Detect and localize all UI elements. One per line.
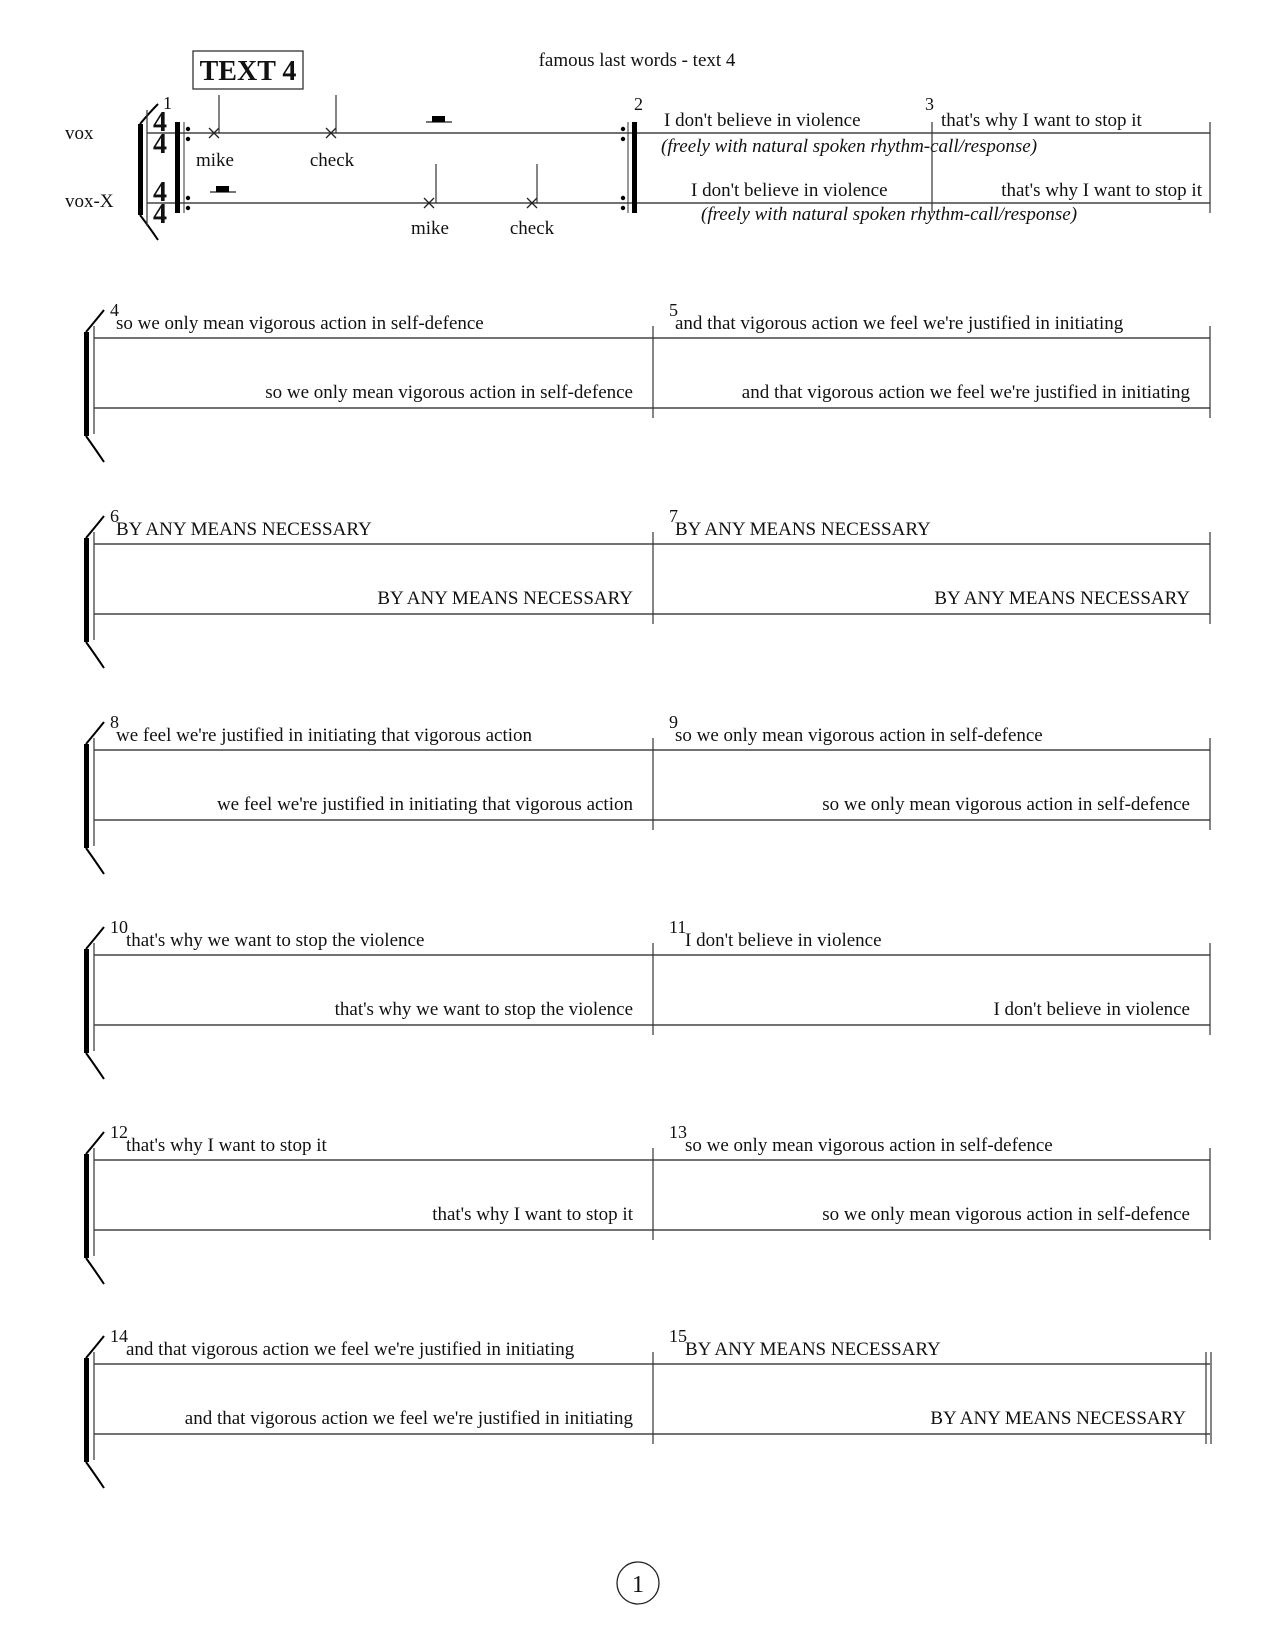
lyric-vox-x: so we only mean vigorous action in self-defence	[822, 794, 1190, 815]
x-notehead-icon	[209, 95, 219, 138]
svg-text:4: 4	[153, 199, 167, 230]
lyric-vox: that's why I want to stop it	[126, 1135, 327, 1156]
lyric-vox-x: BY ANY MEANS NECESSARY	[934, 588, 1190, 609]
repeat-start-icon	[175, 122, 190, 213]
lyric-voxx-check: check	[509, 218, 555, 239]
half-rest-icon	[210, 186, 236, 192]
lyric-vox-x: I don't believe in violence	[993, 999, 1190, 1020]
lyric-vox-x: that's why I want to stop it	[1001, 180, 1202, 201]
part-label-vox-x: vox-X	[65, 191, 114, 212]
system-3	[84, 506, 1210, 668]
measure-number: 9	[669, 712, 678, 732]
page-number: 1	[632, 1572, 644, 1598]
svg-text:4: 4	[153, 129, 167, 160]
lyric-vox: so we only mean vigorous action in self-defence	[685, 1135, 1053, 1156]
measure-number: 12	[110, 1122, 128, 1142]
measure-number: 8	[110, 712, 119, 732]
lyric-vox-x: so we only mean vigorous action in self-defence	[822, 1204, 1190, 1225]
lyric-vox-x: BY ANY MEANS NECESSARY	[377, 588, 633, 609]
lyric-vox-x: BY ANY MEANS NECESSARY	[930, 1408, 1186, 1429]
system-1	[65, 93, 1210, 240]
lyric-vox: BY ANY MEANS NECESSARY	[685, 1339, 941, 1360]
lyric-vox: and that vigorous action we feel we're justified in initiating	[675, 313, 1124, 334]
rehearsal-mark: TEXT 4	[199, 56, 297, 87]
measure-number: 13	[669, 1122, 687, 1142]
lyric-vox: BY ANY MEANS NECESSARY	[116, 519, 372, 540]
system-5	[84, 917, 1210, 1079]
measure-number: 3	[925, 94, 934, 114]
measure-number: 7	[669, 506, 678, 526]
lyric-vox-x: so we only mean vigorous action in self-defence	[265, 382, 633, 403]
system-7	[84, 1326, 1211, 1488]
measure-number: 14	[110, 1326, 128, 1346]
svg-text:4: 4	[153, 177, 167, 208]
time-signature-vox	[153, 107, 167, 160]
lyric-vox-check: check	[309, 150, 355, 171]
lyric-vox: so we only mean vigorous action in self-defence	[116, 313, 484, 334]
page-title: famous last words - text 4	[538, 50, 736, 71]
lyric-vox: BY ANY MEANS NECESSARY	[675, 519, 931, 540]
x-notehead-icon	[426, 164, 537, 208]
lyric-vox: we feel we're justified in initiating that vigorous action	[116, 725, 533, 746]
half-rest-icon	[426, 116, 452, 122]
measure-number: 5	[669, 300, 678, 320]
lyric-vox: and that vigorous action we feel we're justified in initiating	[126, 1339, 575, 1360]
lyric-vox: that's why I want to stop it	[941, 110, 1142, 131]
time-signature-vox-x	[153, 177, 167, 230]
lyric-vox: I don't believe in violence	[664, 110, 861, 131]
lyric-vox-mike: mike	[196, 150, 234, 171]
systems	[84, 300, 1211, 1488]
measure-number: 10	[110, 917, 128, 937]
part-label-vox: vox	[65, 123, 94, 144]
measure-number: 11	[669, 917, 687, 937]
lyric-vox-x: we feel we're justified in initiating that vigorous action	[216, 794, 633, 815]
x-notehead-icon	[424, 164, 436, 208]
x-notehead-icon	[326, 95, 336, 138]
measure-number: 6	[110, 506, 119, 526]
lyric-vox-x: and that vigorous action we feel we're justified in initiating	[184, 1408, 633, 1429]
lyric-vox: that's why we want to stop the violence	[126, 930, 425, 951]
lyric-vox-x: I don't believe in violence	[691, 180, 888, 201]
system-2	[84, 300, 1210, 462]
lyric-vox-x: that's why we want to stop the violence	[334, 999, 633, 1020]
measure-number: 1	[163, 93, 172, 113]
lyric-vox: I don't believe in violence	[685, 930, 882, 951]
lyric-vox-x: that's why I want to stop it	[432, 1204, 633, 1225]
lyric-vox-x: and that vigorous action we feel we're justified in initiating	[741, 382, 1190, 403]
performance-direction-vox-x: (freely with natural spoken rhythm-call/response)	[701, 204, 1078, 225]
lyric-vox: so we only mean vigorous action in self-defence	[675, 725, 1043, 746]
measure-number: 4	[110, 300, 119, 320]
measure-number: 15	[669, 1326, 687, 1346]
svg-text:4: 4	[153, 107, 167, 138]
measure-number: 2	[634, 94, 643, 114]
system-4	[84, 712, 1210, 874]
system-6	[84, 1122, 1210, 1284]
performance-direction-vox: (freely with natural spoken rhythm-call/response)	[661, 136, 1038, 157]
lyric-voxx-mike: mike	[411, 218, 449, 239]
repeat-end-icon	[621, 122, 637, 213]
